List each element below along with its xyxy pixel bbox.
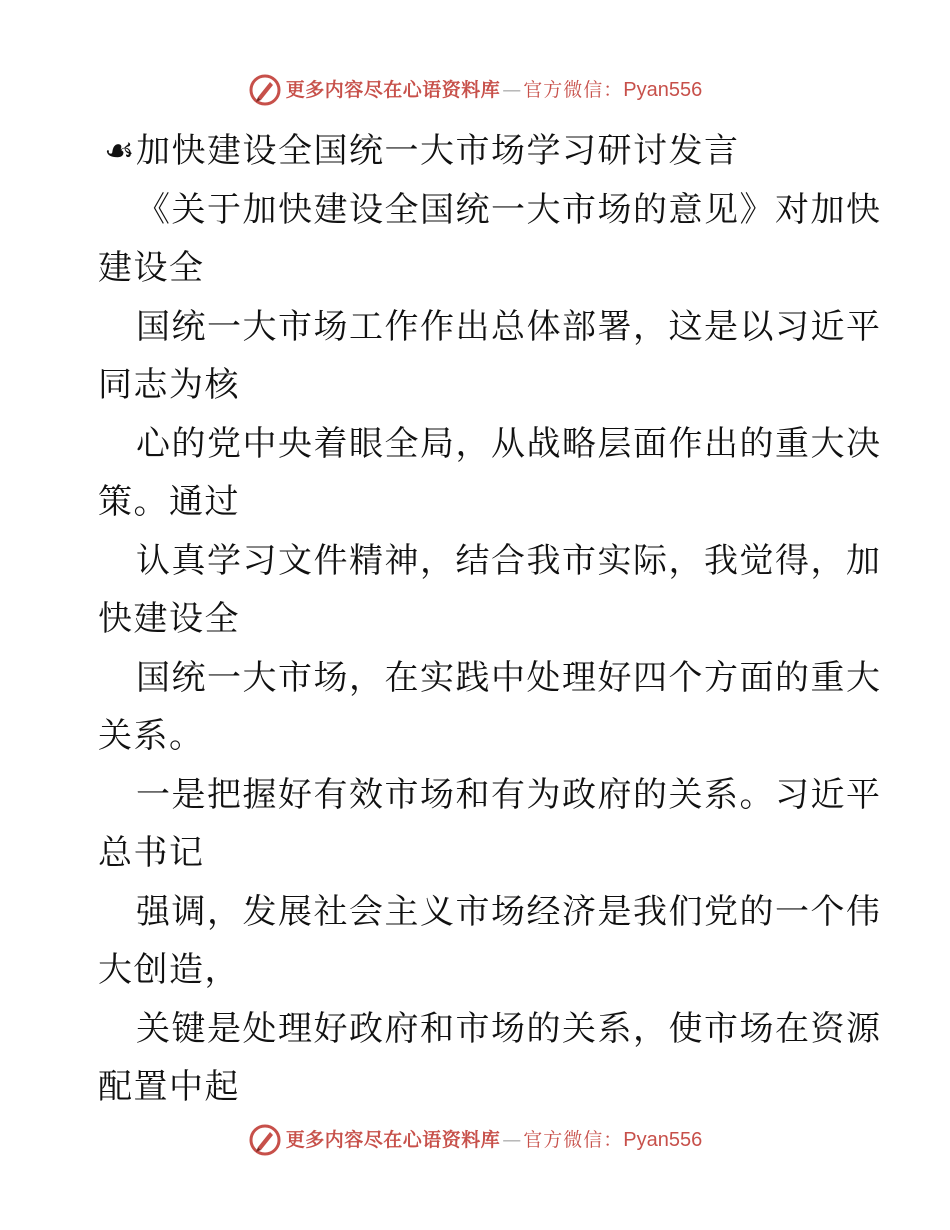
text-line: 一是把握好有效市场和有为政府的关系。习近平 (136, 774, 882, 815)
text-line: 关系。 (98, 716, 205, 756)
watermark-separator: — (502, 79, 522, 101)
watermark-wechat-label: 官方微信： (523, 1129, 624, 1151)
watermark-header (0, 72, 950, 108)
watermark-separator: — (502, 1129, 522, 1151)
watermark-wechat-id: Pyan556 (623, 1129, 703, 1151)
watermark-main-text: 更多内容尽在心语资料库 (285, 1129, 501, 1151)
text-line: 策。通过 (98, 482, 240, 522)
text-line: 同志为核 (98, 365, 240, 405)
text-line: 国统一大市场工作作出总体部署，这是以习近平 (136, 306, 882, 347)
pen-logo-icon (248, 73, 282, 107)
fleuron-icon: ☙ (104, 131, 136, 171)
text-line: 强调，发展社会主义市场经济是我们党的一个伟 (136, 891, 882, 932)
text-line: 建设全 (98, 248, 205, 288)
document-title-text: 加快建设全国统一大市场学习研讨发言 (136, 131, 740, 171)
text-line: 大创造， (98, 950, 240, 990)
watermark-wechat-id: Pyan556 (623, 79, 703, 101)
text-line: 关键是处理好政府和市场的关系，使市场在资源 (136, 1008, 882, 1049)
text-line: 认真学习文件精神，结合我市实际，我觉得，加 (136, 540, 882, 581)
text-line: 心的党中央着眼全局，从战略层面作出的重大决 (136, 423, 882, 464)
text-line: 《关于加快建设全国统一大市场的意见》对加快 (136, 189, 882, 230)
pen-logo-icon (248, 1123, 282, 1157)
watermark-footer (0, 1122, 950, 1158)
text-line: 总书记 (98, 833, 205, 873)
text-line: 国统一大市场，在实践中处理好四个方面的重大 (136, 657, 882, 698)
text-line: 配置中起 (98, 1067, 240, 1107)
watermark-main-text: 更多内容尽在心语资料库 (285, 79, 501, 101)
document-title (98, 122, 858, 181)
text-line: 快建设全 (98, 599, 240, 639)
watermark-wechat-label: 官方微信： (523, 79, 624, 101)
document-body (98, 122, 882, 1117)
